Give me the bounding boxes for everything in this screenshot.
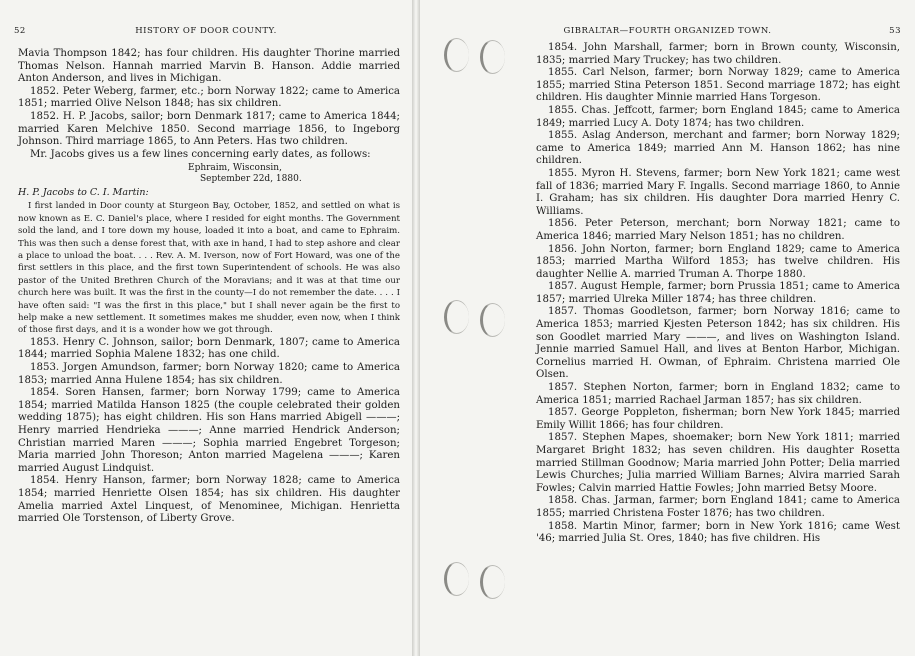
entry-paragraph: 1852. H. P. Jacobs, sailor; born Denmark 1817; came to America 1844; married Karen Melchive 1850. Second marriage 1856, to Ingeborg Johnson. Third marriage 1865, to Ann Peters. Has two children. — [18, 110, 400, 148]
binding-hole-icon — [444, 300, 469, 334]
book-gutter — [412, 0, 420, 656]
entry-paragraph: 1855. Aslag Anderson, merchant and farmer; born Norway 1829; came to America 1849; married Ann M. Hanson 1862; has nine children. — [536, 130, 900, 167]
binding-hole-icon — [480, 40, 505, 74]
entry-paragraph: 1857. George Poppleton, fisherman; born New York 1845; married Emily Willit 1866; has four children. — [536, 407, 900, 431]
running-head-title: HISTORY OF DOOR COUNTY. — [135, 26, 277, 36]
dateline-place: Ephraim, Wisconsin, — [188, 163, 282, 174]
letter-dateline — [188, 163, 400, 185]
entry-paragraph: 1853. Jorgen Amundson, farmer; born Norway 1820; came to America 1853; married Anna Hulene 1854; has six children. — [18, 362, 400, 386]
entry-paragraph: 1854. Soren Hansen, farmer; born Norway 1799; came to America 1854; married Matilda Hanson 1825 (the couple celebrated their golden wedding 1875); has eight children. His son Hans married Abigell ———; Henry married Hendrieka ———; Anne married Hendrick Anderson; Christian married Maren ———; Sophia married Engebret Torgeson; Maria married John Thoreson; Anton married Magelena ———; Karen married August Lindquist. — [18, 387, 400, 474]
entry-paragraph: Mr. Jacobs gives us a few lines concerning early dates, as follows: — [30, 148, 371, 160]
binding-hole-icon — [444, 38, 469, 72]
dateline-date: September 22d, 1880. — [200, 174, 302, 185]
entry-paragraph: 1854. John Marshall, farmer; born in Brown county, Wisconsin, 1835; married Mary Truckey; has two children. — [536, 42, 900, 66]
binding-holes — [436, 0, 516, 656]
left-running-head — [14, 26, 398, 40]
left-page-text — [18, 48, 400, 526]
left-page — [0, 0, 412, 656]
page-number: 53 — [889, 26, 901, 36]
entry-paragraph: 1852. Peter Weberg, farmer, etc.; born Norway 1822; came to America 1851; married Olive Nelson 1848; has six children. — [18, 85, 400, 110]
running-head-title: GIBRALTAR—FOURTH ORGANIZED TOWN. — [563, 26, 772, 36]
entry-paragraph: 1855. Carl Nelson, farmer; born Norway 1829; came to America 1855; married Stina Peterson 1851. Second marriage 1872; has eight children. His daughter Minnie married Hans Torgeson. — [536, 67, 900, 104]
entry-paragraph: 1857. Stephen Norton, farmer; born in England 1832; came to America 1851; married Rachael Jarman 1857; has six children. — [536, 382, 900, 406]
entry-paragraph: 1858. Martin Minor, farmer; born in New York 1816; came West '46; married Julia St. Ores, 1840; has five children. His — [536, 520, 900, 545]
entry-paragraph: 1857. Thomas Goodletson, farmer; born Norway 1816; came to America 1853; married Kjesten Peterson 1842; has six children. His son Goodlet married Mary ———, and lives on Washington Island. Jennie married Samuel Hall, and lives at Benton Harbor, Michigan. Cornelius married H. Owman, of Ephraim. Christena married Ole Olsen. — [536, 306, 900, 381]
entry-paragraph: 1855. Chas. Jeffcott, farmer; born England 1845; came to America 1849; married Lucy A. Doty 1874; has two children. — [536, 104, 900, 129]
binding-hole-icon — [480, 565, 505, 599]
binding-hole-icon — [480, 303, 505, 337]
entry-paragraph: Mavia Thompson 1842; has four children. His daughter Thorine married Thomas Nelson. Hannah married Marvin B. Hanson. Addie married Anton Anderson, and lives in Michigan. — [18, 48, 400, 85]
letter-body: I first landed in Door county at Sturgeon Bay, October, 1852, and settled on what is now known as E. C. Daniel's place, where I resided for eight months. The Government sold the land, and I tore down my house, loaded it into a boat, and came to Ephraim. This was then such a dense forest that, with axe in hand, I had to step ashore and clear a place to unload the boat. . . . Rev. A. M. Iverson, now of Fort Howard, was one of the first settlers in this place, and the first town Superintendent of schools. He was also pastor of the United Brethren Church of the Moravians; and it was at that time our church here was built. It was the first in the county—I do not remember the date. . . . I have often said: "I was the first in this place," but I shall never again be the first to help make a new settlement. It sometimes makes me shudder, even now, when I think of those first days, and it is a wonder how we got through. — [18, 201, 400, 336]
binding-hole-icon — [444, 562, 469, 596]
entry-paragraph: 1857. August Hemple, farmer; born Prussia 1851; came to America 1857; married Ulreka Miller 1874; has three children. — [536, 281, 900, 305]
page-number: 52 — [14, 26, 26, 36]
entry-paragraph: 1856. John Norton, farmer; born England 1829; came to America 1853; married Martha Wilford 1853; has twelve children. His daughter Nellie A. married Truman A. Thorpe 1880. — [536, 243, 900, 280]
entry-paragraph: 1857. Stephen Mapes, shoemaker; born New York 1811; married Margaret Bright 1832; has seven children. His daughter Rosetta married Stillman Goodnow; Maria married John Potter; Delia married Lewis Churches; Julia married William Barnes; Alvira married Sarah Fowles; Calvin married Hattie Fowles; John married Betsy Moore. — [536, 432, 900, 494]
right-page-text — [536, 42, 900, 546]
entry-paragraph: 1855. Myron H. Stevens, farmer; born New York 1821; came west fall of 1836; married Mary F. Ingalls. Second marriage 1860, to Annie I. Graham; has six children. His daughter Dora married Henry C. Williams. — [536, 167, 900, 217]
letter-salutation: H. P. Jacobs to C. I. Martin: — [18, 187, 149, 199]
entry-paragraph: 1853. Henry C. Johnson, sailor; born Denmark, 1807; came to America 1844; married Sophia Malene 1832; has one child. — [18, 336, 400, 361]
entry-paragraph: 1856. Peter Peterson, merchant; born Norway 1821; came to America 1846; married Mary Nelson 1851; has no children. — [536, 218, 900, 242]
entry-paragraph: 1854. Henry Hanson, farmer; born Norway 1828; came to America 1854; married Henriette Olsen 1854; has six children. His daughter Amelia married Axtel Linquest, of Menominee, Michigan. Henrietta married Ole Torstenson, of Liberty Grove. — [18, 475, 400, 525]
entry-paragraph: 1858. Chas. Jarman, farmer; born England 1841; came to America 1855; married Christena Foster 1876; has two children. — [536, 495, 900, 519]
